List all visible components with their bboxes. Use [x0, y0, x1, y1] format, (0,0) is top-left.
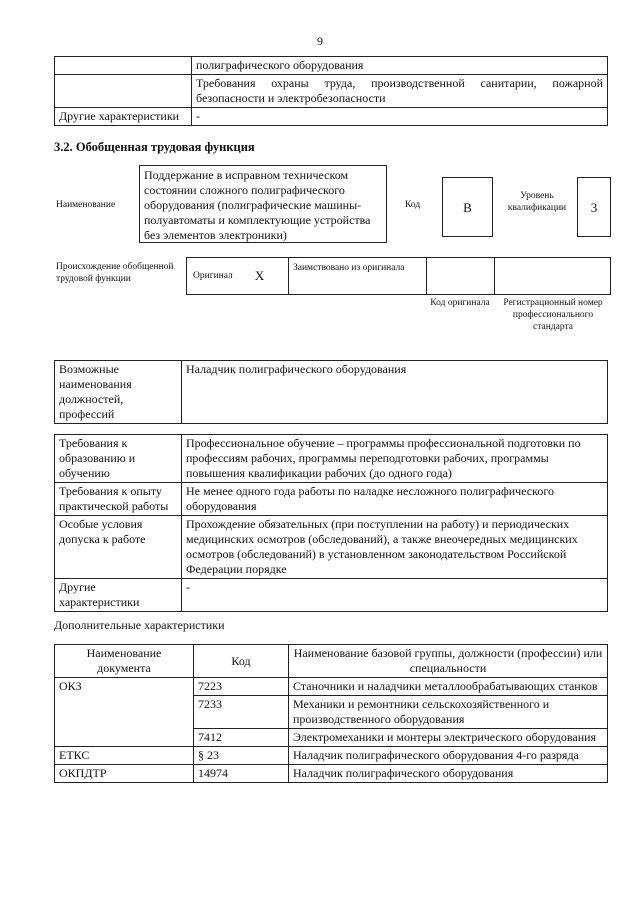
level-box [577, 177, 611, 237]
cell-name: Механики и ремонтники сельскохозяйственного и производственного оборудования [289, 696, 608, 729]
code-original-cell [427, 258, 495, 294]
table-row [55, 435, 608, 483]
table-row [55, 747, 608, 765]
code-original-caption: Код оригинала [430, 298, 490, 308]
table-row [55, 483, 608, 516]
level-value: 3 [590, 200, 598, 215]
req-label: Требования к опыту практической работы [55, 483, 182, 516]
req-label: Требования к образованию и обучению [55, 435, 182, 483]
borrowed-label: Заимствовано из оригинала [293, 263, 405, 273]
table-header-row [55, 645, 608, 678]
header-name: Наименование базовой группы, должности (профессии) или специальности [289, 645, 608, 678]
table-cell: полиграфического оборудования [192, 57, 608, 75]
cell-name: Станочники и наладчики металлообрабатывающих станков [289, 678, 608, 696]
table-row [55, 516, 608, 579]
cell-doc: ОКЗ [55, 678, 194, 747]
cell-code: § 23 [194, 747, 289, 765]
cell-doc: ЕТКС [55, 747, 194, 765]
code-value: B [463, 200, 472, 215]
requirements-table [54, 434, 608, 612]
req-value: - [182, 579, 608, 612]
req-label: Другие характеристики [55, 579, 182, 612]
cell-name: Наладчик полиграфического оборудования 4-го разряда [289, 747, 608, 765]
req-value: Прохождение обязательных (при поступлении на работу) и периодических медицинских осмотров (обследований), а также внеочередных медицинских осмотров (обследований) в установленном законодательством Российской Федерации порядке [182, 516, 608, 579]
table-cell [55, 57, 192, 75]
origin-label: Происхождение обобщенной трудовой функции [56, 262, 174, 284]
cell-code: 7223 [194, 678, 289, 696]
page-number: 9 [317, 34, 323, 48]
code-label: Код [405, 200, 421, 210]
cell-code: 7233 [194, 696, 289, 729]
table-row [55, 108, 608, 126]
reg-number-caption: Регистрационный номер профессионального стандарта [503, 298, 603, 332]
original-mark: X [254, 268, 265, 283]
additional-title: Дополнительные характеристики [54, 618, 225, 632]
borrowed-cell [289, 258, 427, 294]
function-name-box [139, 165, 387, 243]
original-label: Оригинал [193, 271, 233, 281]
origin-table [186, 257, 611, 295]
section-title: 3.2. Обобщенная трудовая функция [54, 140, 255, 154]
name-label: Наименование [56, 200, 116, 210]
header-code: Код [194, 645, 289, 678]
req-value: Профессиональное обучение – программы профессиональной подготовки по профессиям рабочих, программы переподготовки рабочих, программы повышения квалификации рабочих (до одного года) [182, 435, 608, 483]
table-row [55, 75, 608, 108]
table-row [55, 57, 608, 75]
reg-number-cell [495, 258, 610, 294]
original-cell [187, 258, 289, 294]
req-value: Не менее одного года работы по наладке несложного полиграфического оборудования [182, 483, 608, 516]
additional-table [54, 644, 608, 783]
table-row [55, 579, 608, 612]
table-cell: - [192, 108, 608, 126]
cell-name: Электромеханики и монтеры электрического оборудования [289, 729, 608, 747]
table-cell: Другие характеристики [55, 108, 192, 126]
cell-name: Наладчик полиграфического оборудования [289, 765, 608, 783]
req-label: Особые условия допуска к работе [55, 516, 182, 579]
header-doc: Наименование документа [55, 645, 194, 678]
table-cell [55, 75, 192, 108]
positions-value: Наладчик полиграфического оборудования [182, 361, 608, 424]
cell-code: 7412 [194, 729, 289, 747]
level-label: Уровень квалификации [507, 191, 567, 213]
function-name-value: Поддержание в исправном техническом состоянии сложного полиграфического оборудования (полиграфические машины-полуавтоматы и комплектующие устройства без элементов электроники) [144, 168, 371, 242]
table-row [55, 678, 608, 696]
positions-table [54, 360, 608, 424]
code-box [442, 177, 493, 237]
table-cell: Требования охраны труда, производственной санитарии, пожарной безопасности и электробезопасности [192, 75, 608, 108]
cell-doc: ОКПДТР [55, 765, 194, 783]
table-row [55, 765, 608, 783]
cell-code: 14974 [194, 765, 289, 783]
top-table [54, 56, 608, 126]
table-row [55, 361, 608, 424]
positions-label: Возможные наименования должностей, профессий [55, 361, 182, 424]
